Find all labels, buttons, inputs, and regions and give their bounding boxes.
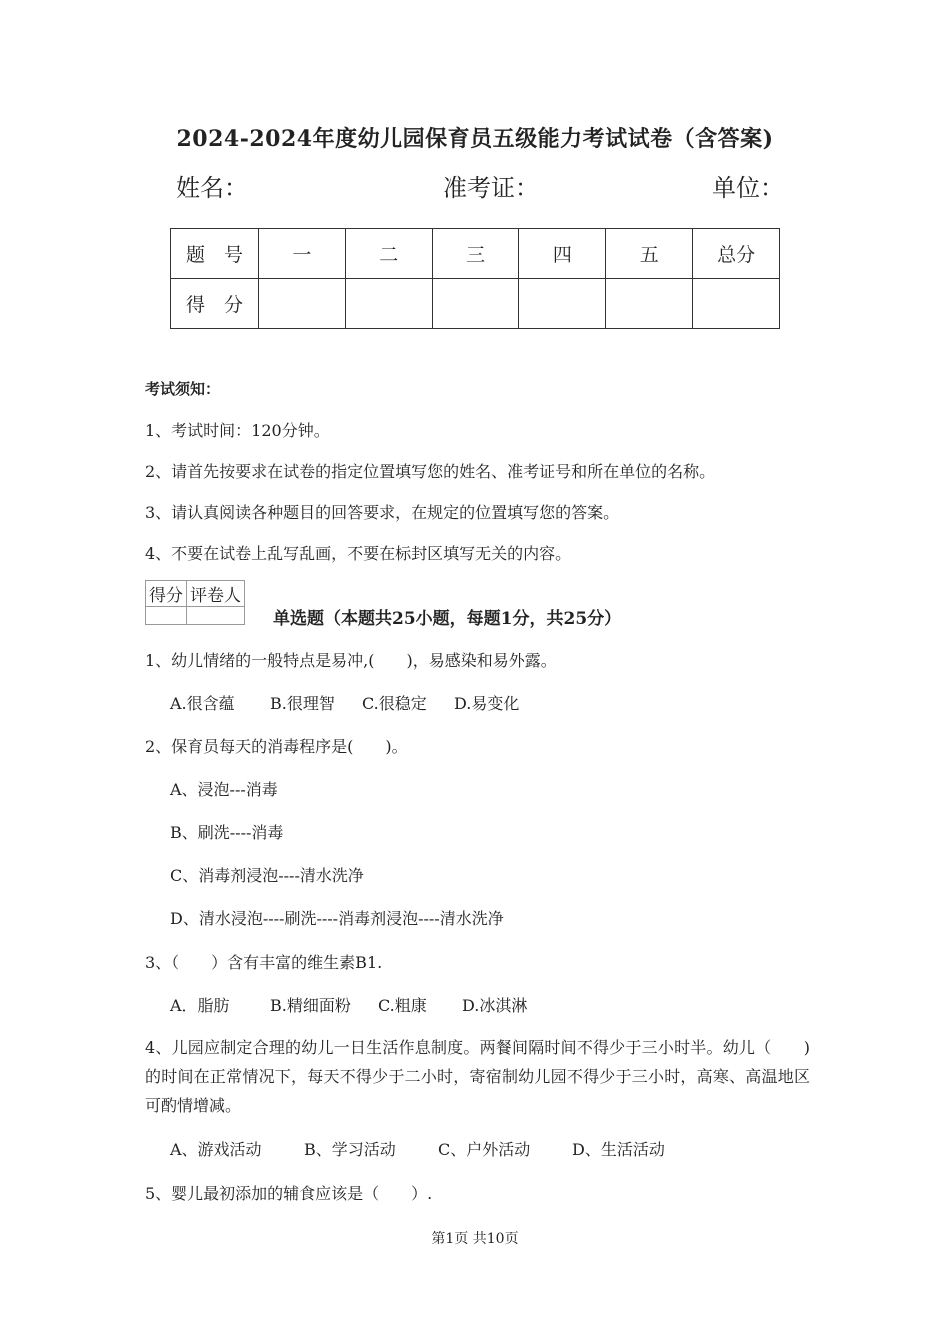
- option: A、游戏活动: [170, 1140, 262, 1159]
- score-cell: [606, 279, 693, 329]
- grader-score-cell: [146, 607, 187, 625]
- score-cell: [345, 279, 432, 329]
- option: C、消毒剂浸泡----清水洗净: [170, 866, 364, 885]
- question-options: [170, 1137, 665, 1160]
- score-cell: [519, 279, 606, 329]
- option: B.精细面粉: [270, 996, 351, 1015]
- question-stem: 4、儿园应制定合理的幼儿一日生活作息制度。两餐间隔时间不得少于三小时半。幼儿（ )的时间在正常情况下，每天不得少于二小时，寄宿制幼儿园不得少于三小时，高寒、高温地区可酌情增减。: [145, 1038, 810, 1115]
- question-options: [170, 993, 527, 1016]
- header-cell-question-no: 题 号: [171, 229, 259, 279]
- header-cell-5: 五: [606, 229, 693, 279]
- question-stem: 5、婴儿最初添加的辅食应该是（ ）.: [145, 1184, 433, 1203]
- header-cell-2: 二: [345, 229, 432, 279]
- score-table-score-row: [171, 279, 780, 329]
- score-cell: [693, 279, 780, 329]
- option: B.很理智: [270, 694, 335, 713]
- option: D.冰淇淋: [462, 996, 528, 1015]
- notice-title: 考试须知：: [145, 380, 221, 398]
- header-cell-total: 总分: [693, 229, 780, 279]
- option: D.易变化: [454, 694, 520, 713]
- header-cell-3: 三: [432, 229, 519, 279]
- row-label-score: 得 分: [171, 279, 259, 329]
- option: C.粗康: [378, 996, 427, 1015]
- grader-table: [145, 580, 245, 625]
- score-cell: [432, 279, 519, 329]
- option: A．脂肪: [170, 996, 230, 1015]
- name-field-label: 姓名：: [176, 174, 248, 202]
- option: D、生活活动: [572, 1140, 665, 1159]
- score-table-header-row: [171, 229, 780, 279]
- score-table: [170, 228, 780, 329]
- header-cell-4: 四: [519, 229, 606, 279]
- notice-item: 3、请认真阅读各种题目的回答要求，在规定的位置填写您的答案。: [145, 503, 620, 522]
- notice-item: 4、不要在试卷上乱写乱画，不要在标封区填写无关的内容。: [145, 544, 572, 563]
- question-stem: 3、（ ）含有丰富的维生素B1.: [145, 953, 383, 972]
- exam-number-field-label: 准考证：: [443, 174, 539, 202]
- grader-reviewer-cell: [187, 607, 245, 625]
- question-stem: 1、幼儿情绪的一般特点是易冲,( )，易感染和易外露。: [145, 651, 557, 670]
- question-options: [170, 691, 519, 714]
- option: B、学习活动: [304, 1140, 396, 1159]
- option: A.很含蕴: [170, 694, 235, 713]
- grader-reviewer-label: 评卷人: [187, 581, 245, 607]
- score-cell: [259, 279, 346, 329]
- header-cell-1: 一: [259, 229, 346, 279]
- unit-field-label: 单位：: [712, 174, 784, 202]
- question-stem: 2、保育员每天的消毒程序是( )。: [145, 737, 408, 756]
- option: B、刷洗----消毒: [170, 823, 284, 842]
- option: C、户外活动: [438, 1140, 531, 1159]
- notice-item: 2、请首先按要求在试卷的指定位置填写您的姓名、准考证号和所在单位的名称。: [145, 462, 716, 481]
- page-footer: 第1页 共10页: [431, 1231, 519, 1247]
- notice-item: 1、考试时间：120分钟。: [145, 421, 330, 440]
- section-title: 单选题（本题共25小题，每题1分，共25分）: [273, 609, 622, 629]
- option: D、清水浸泡----刷洗----消毒剂浸泡----清水洗净: [170, 909, 504, 928]
- grader-score-label: 得分: [146, 581, 187, 607]
- option: A、浸泡---消毒: [170, 780, 278, 799]
- option: C.很稳定: [362, 694, 427, 713]
- exam-title: 2024-2024年度幼儿园保育员五级能力考试试卷（含答案): [176, 126, 774, 152]
